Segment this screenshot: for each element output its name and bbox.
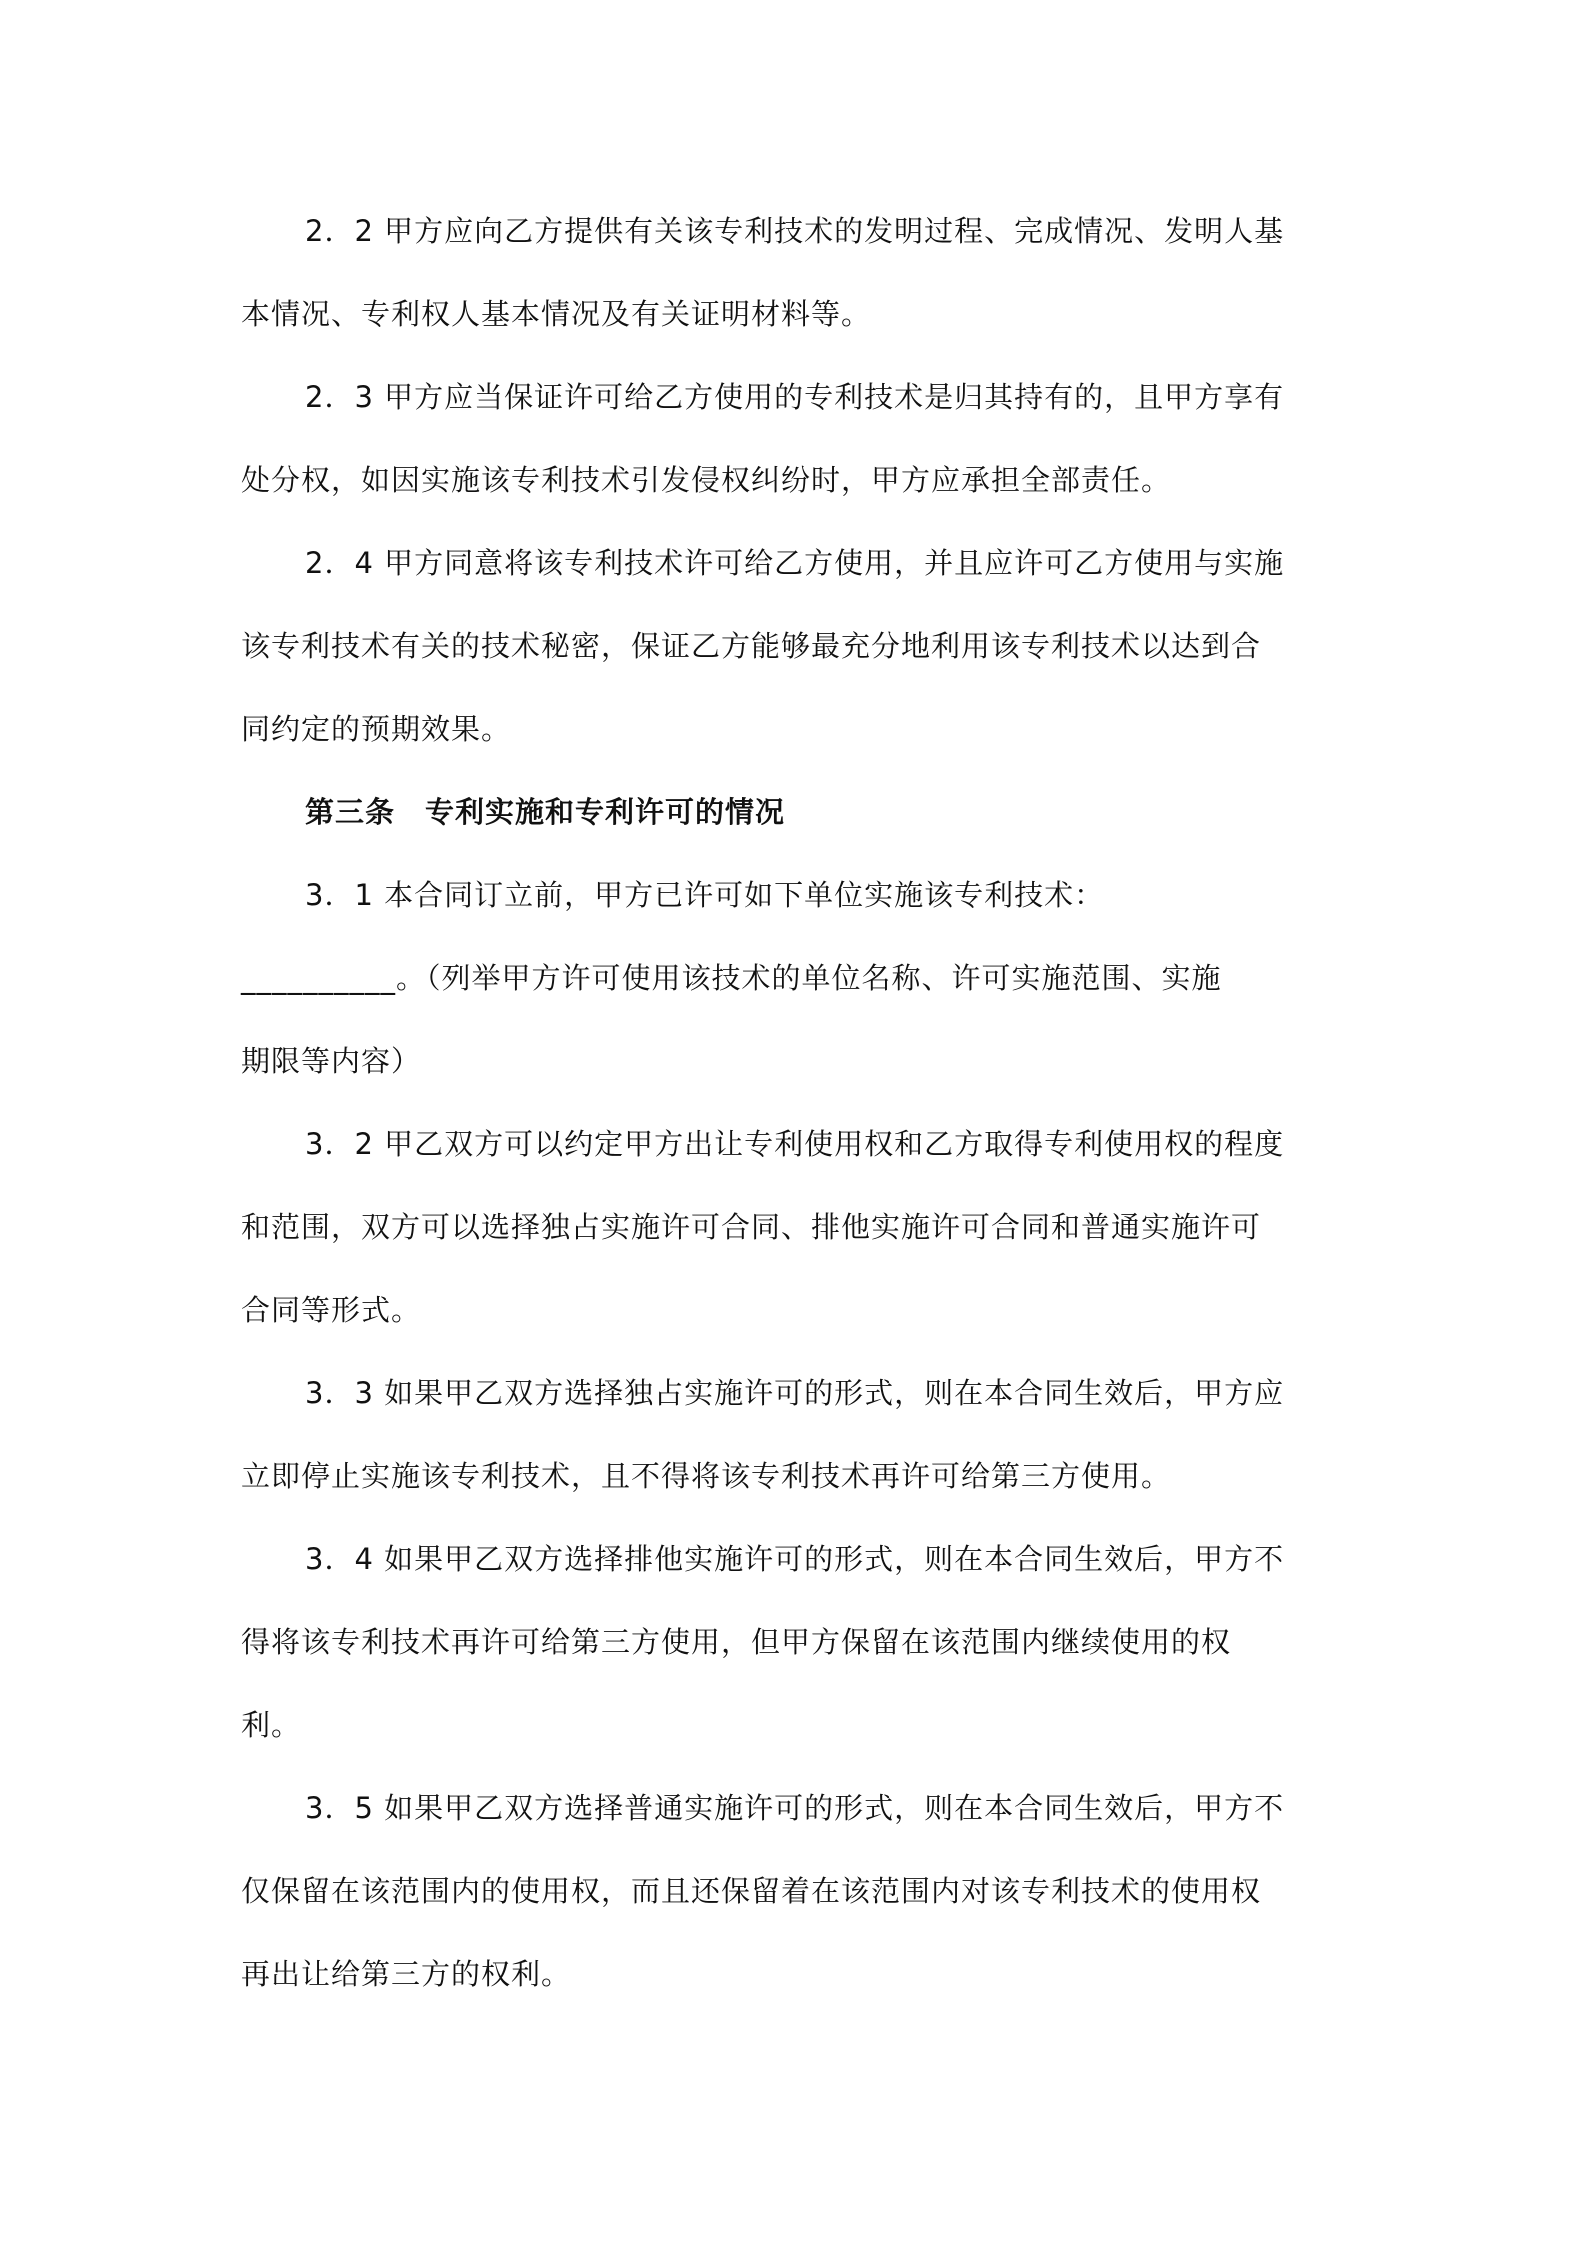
clause-3-4-line-1: 3．4 如果甲乙双方选择排他实施许可的形式，则在本合同生效后，甲方不	[305, 1542, 1285, 1576]
clause-2-4-line-1: 2．4 甲方同意将该专利技术许可给乙方使用，并且应许可乙方使用与实施	[305, 546, 1285, 580]
clause-3-2-line-3: 合同等形式。	[241, 1293, 422, 1327]
clause-3-4-line-3: 利。	[241, 1708, 302, 1742]
clause-3-1-line-2: __________。（列举甲方许可使用该技术的单位名称、许可实施范围、实施	[241, 961, 1222, 995]
clause-3-2-line-2: 和范围，双方可以选择独占实施许可合同、排他实施许可合同和普通实施许可	[241, 1210, 1262, 1244]
clause-3-5-line-3: 再出让给第三方的权利。	[241, 1957, 572, 1991]
clause-3-3-line-2: 立即停止实施该专利技术，且不得将该专利技术再许可给第三方使用。	[241, 1459, 1172, 1493]
clause-2-4-line-2: 该专利技术有关的技术秘密，保证乙方能够最充分地利用该专利技术以达到合	[241, 629, 1262, 663]
clause-2-2-line-2: 本情况、专利权人基本情况及有关证明材料等。	[241, 297, 872, 331]
clause-3-1-line-1: 3．1 本合同订立前，甲方已许可如下单位实施该专利技术：	[305, 878, 1105, 912]
clause-2-3-line-2: 处分权，如因实施该专利技术引发侵权纠纷时，甲方应承担全部责任。	[241, 463, 1172, 497]
clause-2-2-line-1: 2．2 甲方应向乙方提供有关该专利技术的发明过程、完成情况、发明人基	[305, 214, 1285, 248]
clause-3-5-line-2: 仅保留在该范围内的使用权，而且还保留着在该范围内对该专利技术的使用权	[241, 1874, 1262, 1908]
clause-3-2-line-1: 3．2 甲乙双方可以约定甲方出让专利使用权和乙方取得专利使用权的程度	[305, 1127, 1285, 1161]
clause-3-5-line-1: 3．5 如果甲乙双方选择普通实施许可的形式，则在本合同生效后，甲方不	[305, 1791, 1285, 1825]
clause-3-1-line-3: 期限等内容）	[241, 1044, 422, 1078]
clause-3-3-line-1: 3．3 如果甲乙双方选择独占实施许可的形式，则在本合同生效后，甲方应	[305, 1376, 1285, 1410]
clause-2-4-line-3: 同约定的预期效果。	[241, 712, 512, 746]
clause-2-3-line-1: 2．3 甲方应当保证许可给乙方使用的专利技术是归其持有的，且甲方享有	[305, 380, 1285, 414]
clause-3-4-line-2: 得将该专利技术再许可给第三方使用，但甲方保留在该范围内继续使用的权	[241, 1625, 1232, 1659]
article-3-heading: 第三条 专利实施和专利许可的情况	[305, 795, 786, 829]
